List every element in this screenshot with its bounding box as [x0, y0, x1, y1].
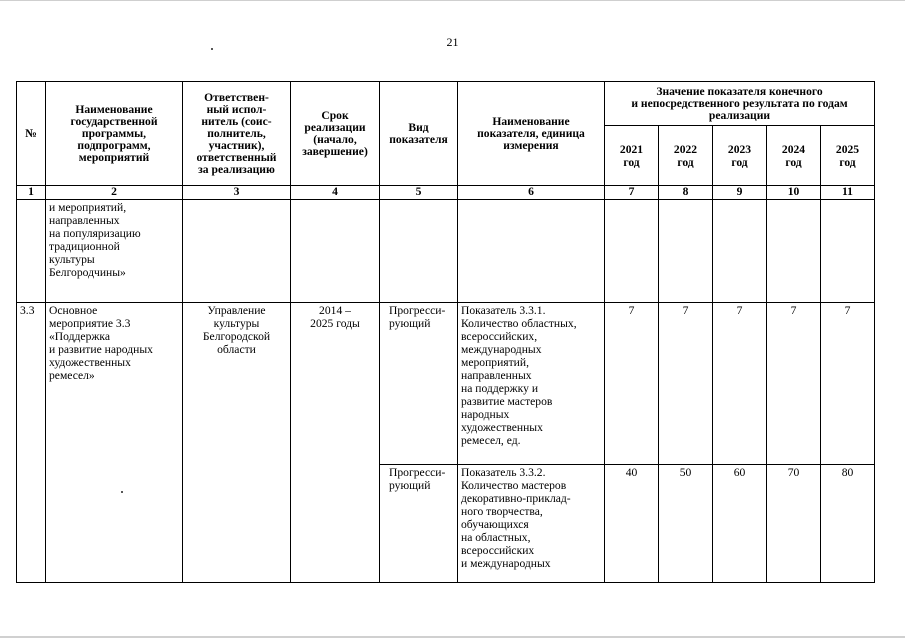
page-number: 21 — [446, 35, 459, 49]
column-number: 10 — [767, 186, 821, 200]
value-cell-2023: 7 — [713, 303, 767, 465]
activity-responsible-cell: Управление культуры Белгородской области — [183, 303, 291, 583]
cell-empty — [291, 200, 380, 303]
column-number-row — [17, 186, 875, 200]
page-top-edge — [0, 0, 905, 1]
value-cell-2024: 7 — [767, 303, 821, 465]
indicator-kind-cell: Прогресси- рующий — [380, 303, 458, 465]
header-row-1 — [17, 82, 875, 126]
value-cell-2022: 50 — [659, 465, 713, 583]
cell-empty — [605, 200, 659, 303]
header-year-2023: 2023 год — [713, 126, 767, 186]
cell-empty — [380, 200, 458, 303]
header-name: Наименование государственной программы, подпрограмм, мероприятий — [46, 82, 183, 186]
column-number: 5 — [380, 186, 458, 200]
indicator-text-cell: Показатель 3.3.1. Количество областных, всероссийских, международных мероприятий, направленных на поддержку и развитие мастеров народных художественных ремесел, ед. — [458, 303, 605, 465]
header-num: № — [17, 82, 46, 186]
header-responsible: Ответствен- ный испол- нитель (соис- полнитель, участник), ответственный за реализацию — [183, 82, 291, 186]
activity-num-cell: 3.3 — [17, 303, 46, 583]
value-cell-2022: 7 — [659, 303, 713, 465]
column-number: 2 — [46, 186, 183, 200]
column-number: 4 — [291, 186, 380, 200]
header-kind: Вид показателя — [380, 82, 458, 186]
indicator-text-cell: Показатель 3.3.2. Количество мастеров декоративно-приклад- ного творчества, обучающихся на областных, всероссийских и международных — [458, 465, 605, 583]
value-cell-2024: 70 — [767, 465, 821, 583]
table-row-activity — [17, 303, 875, 465]
column-number: 6 — [458, 186, 605, 200]
column-number: 1 — [17, 186, 46, 200]
cell-empty — [659, 200, 713, 303]
cell-empty — [183, 200, 291, 303]
indicator-kind-cell: Прогресси- рующий — [380, 465, 458, 583]
scan-speck — [211, 48, 213, 50]
header-term: Срок реализации (начало, завершение) — [291, 82, 380, 186]
header-year-2021: 2021 год — [605, 126, 659, 186]
page-bottom-edge — [0, 636, 905, 638]
column-number: 9 — [713, 186, 767, 200]
table-row-continuation — [17, 200, 875, 303]
column-number: 3 — [183, 186, 291, 200]
value-cell-2025: 7 — [821, 303, 875, 465]
cell-empty — [458, 200, 605, 303]
activity-term-cell: 2014 – 2025 годы — [291, 303, 380, 583]
value-cell-2021: 7 — [605, 303, 659, 465]
header-year-2024: 2024 год — [767, 126, 821, 186]
header-year-2022: 2022 год — [659, 126, 713, 186]
value-cell-2021: 40 — [605, 465, 659, 583]
cell-empty — [767, 200, 821, 303]
column-number: 8 — [659, 186, 713, 200]
cell-empty — [713, 200, 767, 303]
header-values-group: Значение показателя конечного и непосредственного результата по годам реализации — [605, 82, 875, 126]
program-table — [16, 81, 875, 583]
cell-empty — [821, 200, 875, 303]
value-cell-2025: 80 — [821, 465, 875, 583]
continuation-name-cell: и мероприятий, направленных на популяризацию традиционной культуры Белгородчины» — [46, 200, 183, 303]
activity-name-cell: Основное мероприятие 3.3 «Поддержка и развитие народных художественных ремесел» — [46, 303, 183, 583]
header-year-2025: 2025 год — [821, 126, 875, 186]
header-indicator: Наименование показателя, единица измерения — [458, 82, 605, 186]
column-number: 11 — [821, 186, 875, 200]
value-cell-2023: 60 — [713, 465, 767, 583]
column-number: 7 — [605, 186, 659, 200]
cell-empty — [17, 200, 46, 303]
